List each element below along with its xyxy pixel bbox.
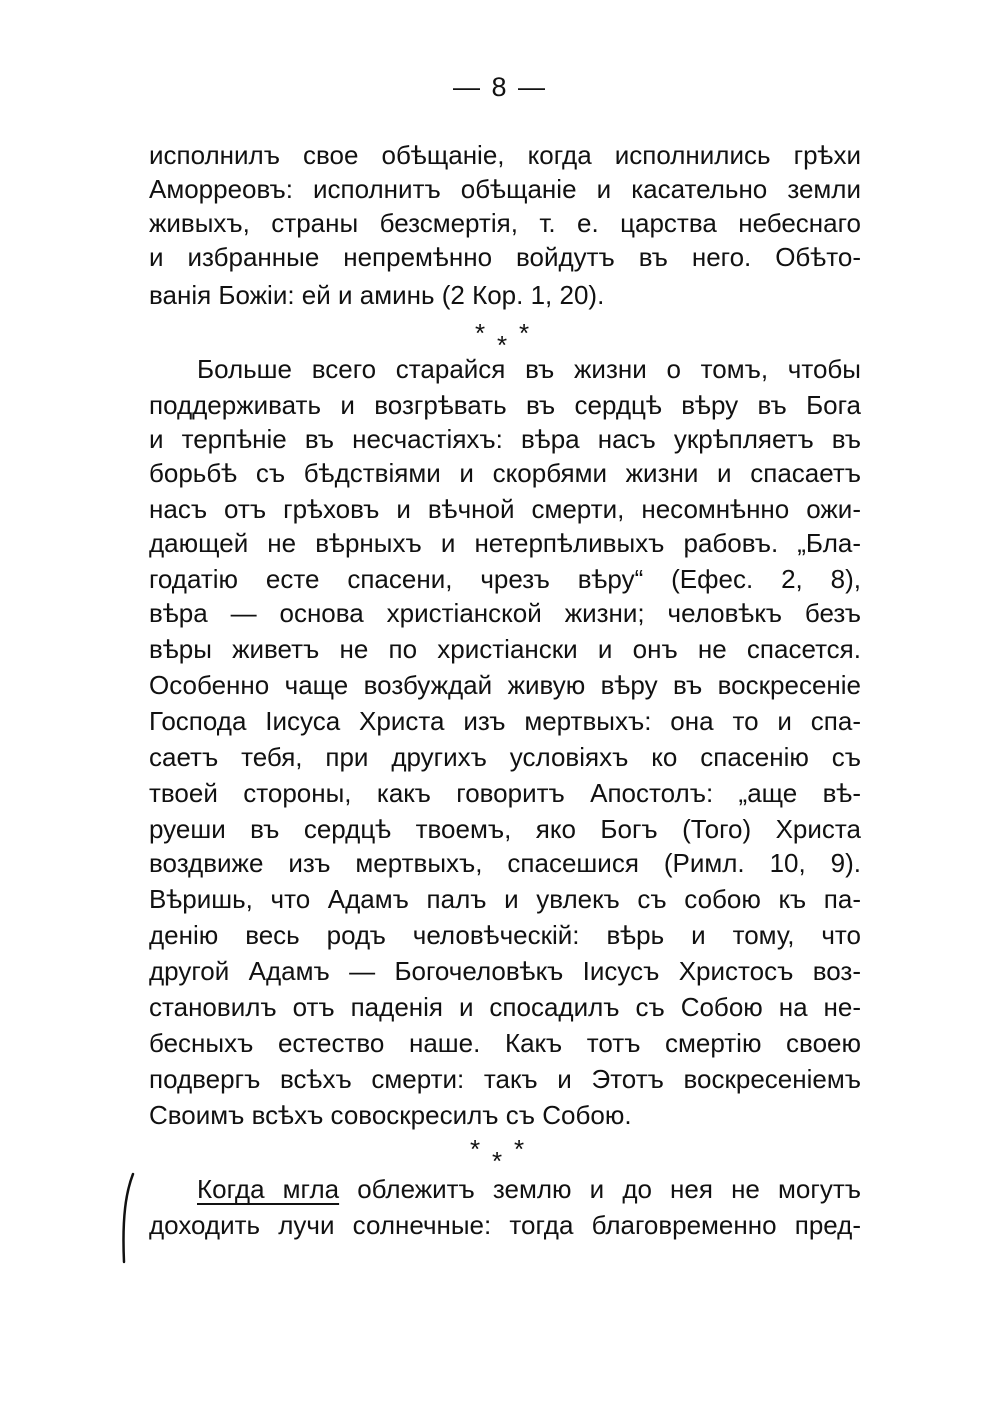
asterisk: *	[519, 318, 530, 348]
text-line: насъ отъ грѣховъ и вѣчной смерти, несомнѣнно ожи-	[149, 494, 861, 524]
text-line: дающей не вѣрныхъ и нетерпѣливыхъ рабовъ. „Бла-	[149, 528, 861, 558]
text-line: вѣра — основа христіанской жизни; человѣкъ безъ	[149, 598, 861, 628]
text-line: саетъ тебя, при другихъ условіяхъ ко спасенію съ	[149, 742, 861, 772]
text-line: подвергъ всѣхъ смерти: такъ и Этотъ воскресеніемъ	[149, 1064, 861, 1094]
asterisk: *	[475, 318, 486, 348]
margin-bracket-mark	[118, 1172, 138, 1264]
text-line: Больше всего старайся въ жизни о томъ, чтобы	[197, 354, 861, 384]
text-line: Своимъ всѣхъ совоскресилъ съ Собою.	[149, 1100, 632, 1130]
text-line: живыхъ, страны безсмертія, т. е. царства небеснаго	[149, 208, 861, 238]
underlined-phrase: Когда мгла	[197, 1174, 340, 1204]
text-line: вѣры живетъ не по христіански и онъ не спасется.	[149, 634, 861, 664]
asterism-divider	[0, 318, 1000, 360]
asterisk: *	[514, 1134, 525, 1164]
asterisk: *	[497, 330, 508, 360]
text-line: исполнилъ свое обѣщаніе, когда исполнились грѣхи	[149, 140, 861, 170]
text-line: поддерживать и возгрѣвать въ сердцѣ вѣру въ Бога	[149, 390, 861, 420]
page-number: — 8 —	[452, 72, 548, 102]
text-line: доходить лучи солнечные: тогда благовременно пред-	[149, 1210, 861, 1240]
text-line: воздвиже изъ мертвыхъ, спасешися (Римл. 10, 9).	[149, 848, 861, 878]
text-line: денію весь родъ человѣческій: вѣрь и тому, что	[149, 920, 861, 950]
text-line: становилъ отъ паденія и спосадилъ съ Собою на не-	[149, 992, 861, 1022]
text-line: твоей стороны, какъ говоритъ Апостолъ: „аще вѣ-	[149, 778, 861, 808]
text-line: Вѣришь, что Адамъ палъ и увлекъ съ собою къ па-	[149, 884, 861, 914]
text-line: Господа Іисуса Христа изъ мертвыхъ: она то и спа-	[149, 706, 861, 736]
text-line: бесныхъ естество наше. Какъ тотъ смертію своею	[149, 1028, 861, 1058]
text-line: Особенно чаще возбуждай живую вѣру въ воскресеніе	[149, 670, 861, 700]
text-line: годатію есте спасени, чрезъ вѣру“ (Ефес. 2, 8),	[149, 564, 861, 594]
asterism-divider	[0, 1134, 1000, 1176]
text-line: и терпѣніе въ несчастіяхъ: вѣра насъ укрѣпляетъ въ	[149, 424, 861, 454]
text-line: и избранные непремѣнно войдутъ въ него. Обѣто-	[149, 242, 861, 272]
text-line: борьбѣ съ бѣдствіями и скорбями жизни и спасаетъ	[149, 458, 861, 488]
text-line: другой Адамъ — Богочеловѣкъ Іисусъ Христосъ воз-	[149, 956, 861, 986]
text-run: облежитъ землю и до нея не могутъ	[339, 1174, 861, 1204]
text-line: Аморреовъ: исполнитъ обѣщаніе и касательно земли	[149, 174, 861, 204]
text-line: ванія Божіи: ей и аминь (2 Кор. 1, 20).	[149, 280, 605, 310]
text-line	[197, 1172, 861, 1206]
text-line: руеши въ сердцѣ твоемъ, яко Богъ (Того) Христа	[149, 814, 861, 844]
asterisk: *	[492, 1146, 503, 1176]
asterisk: *	[470, 1134, 481, 1164]
